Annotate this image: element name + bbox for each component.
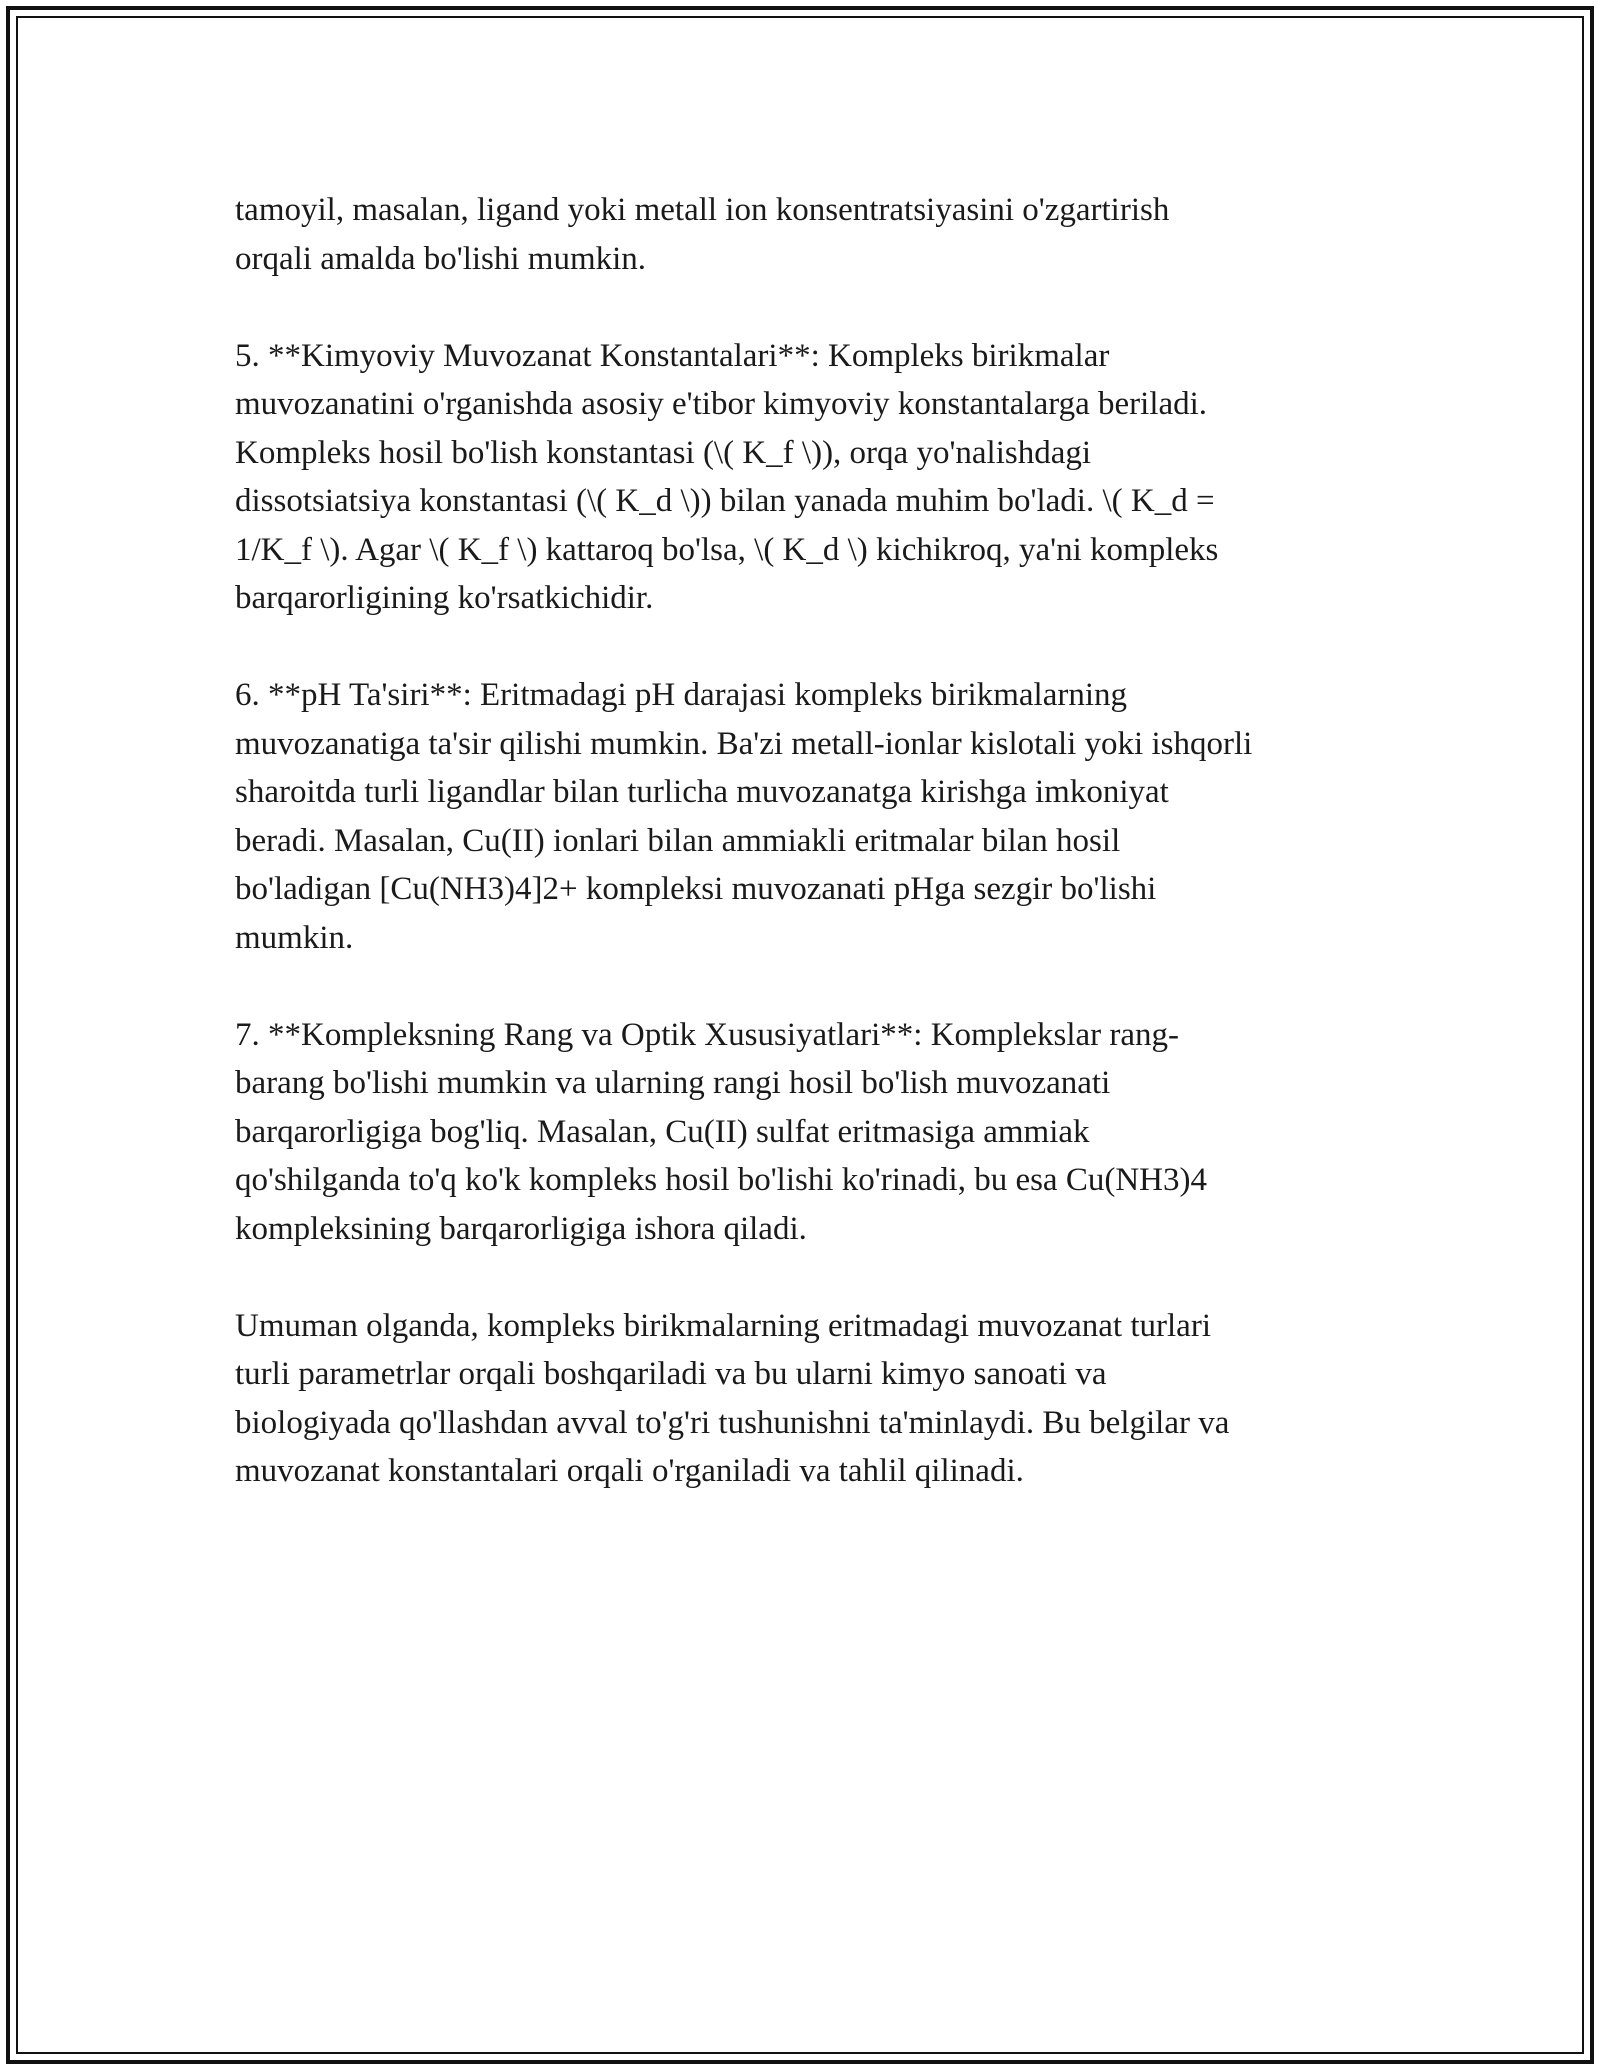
text-line: Umuman olganda, kompleks birikmalarning eritmadagi muvozanat turlari — [235, 1307, 1211, 1344]
text-line: barqarorligiga bog'liq. Masalan, Cu(II) sulfat eritmasiga ammiak — [235, 1113, 1090, 1150]
text-line: mumkin. — [235, 919, 354, 956]
text-line: muvozanatiga ta'sir qilishi mumkin. Ba'zi metall-ionlar kislotali yoki ishqorli — [235, 725, 1253, 762]
text-line: orqali amalda bo'lishi mumkin. — [235, 240, 647, 277]
paragraph-conclusion — [235, 1302, 1395, 1496]
paragraph-item-7 — [235, 1011, 1395, 1254]
document-body — [235, 186, 1395, 1544]
text-line: kompleksining barqarorligiga ishora qiladi. — [235, 1210, 807, 1247]
text-line: muvozanat konstantalari orqali o'rganiladi va tahlil qilinadi. — [235, 1453, 1024, 1489]
text-line: beradi. Masalan, Cu(II) ionlari bilan ammiakli eritmalar bilan hosil — [235, 822, 1121, 859]
text-line: tamoyil, masalan, ligand yoki metall ion konsentratsiyasini o'zgartirish — [235, 192, 1170, 228]
paragraph-item-6 — [235, 671, 1395, 962]
text-line: dissotsiatsiya konstantasi (\( K_d \)) bilan yanada muhim bo'ladi. \( K_d = — [235, 483, 1215, 519]
text-line: sharoitda turli ligandlar bilan turlicha muvozanatga kirishga imkoniyat — [235, 774, 1169, 810]
text-line: Kompleks hosil bo'lish konstantasi (\( K_f \)), orqa yo'nalishdagi — [235, 434, 1092, 471]
text-line: biologiyada qo'llashdan avval to'g'ri tushunishni ta'minlaydi. Bu belgilar va — [235, 1404, 1230, 1441]
text-line: muvozanatini o'rganishda asosiy e'tibor kimyoviy konstantalarga beriladi. — [235, 386, 1208, 422]
text-line: 7. **Kompleksning Rang va Optik Xususiyatlari**: Komplekslar rang- — [235, 1016, 1180, 1053]
text-line: barqarorligining ko'rsatkichidir. — [235, 580, 654, 616]
paragraph-item-5 — [235, 332, 1395, 623]
text-line: barang bo'lishi mumkin va ularning rangi hosil bo'lish muvozanati — [235, 1065, 1111, 1101]
text-line: turli parametrlar orqali boshqariladi va bu ularni kimyo sanoati va — [235, 1356, 1107, 1392]
paragraph-continuation — [235, 186, 1395, 283]
text-line: 6. **pH Ta'siri**: Eritmadagi pH darajasi kompleks birikmalarning — [235, 677, 1128, 713]
text-line: bo'ladigan [Cu(NH3)4]2+ kompleksi muvozanati pHga sezgir bo'lishi — [235, 871, 1157, 907]
text-line: 5. **Kimyoviy Muvozanat Konstantalari**: Kompleks birikmalar — [235, 337, 1110, 374]
text-line: qo'shilganda to'q ko'k kompleks hosil bo'lishi ko'rinadi, bu esa Cu(NH3)4 — [235, 1162, 1207, 1198]
text-line: 1/K_f \). Agar \( K_f \) kattaroq bo'lsa, \( K_d \) kichikroq, ya'ni kompleks — [235, 531, 1219, 568]
